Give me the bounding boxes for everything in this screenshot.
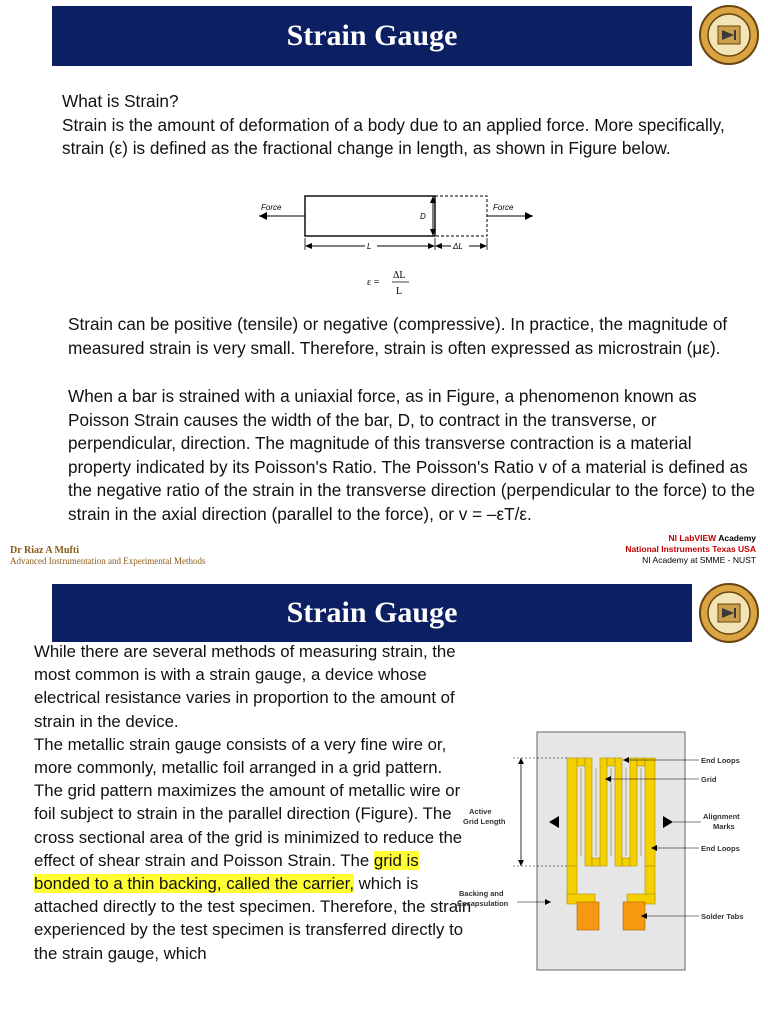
university-seal-icon xyxy=(698,4,760,66)
ni-nust-text: NI Academy at SMME - NUST xyxy=(642,555,756,565)
label-alignment-1: Alignment xyxy=(703,812,740,821)
academy-text: Academy xyxy=(716,533,756,543)
footer-academy xyxy=(625,533,756,566)
course-name: Advanced Instrumentation and Experimental Methods xyxy=(10,556,206,566)
author-name: Dr Riaz A Mufti xyxy=(10,545,79,556)
footer-author xyxy=(10,545,205,566)
university-seal-icon xyxy=(698,582,760,644)
bar-shape xyxy=(305,196,435,236)
question-heading: What is Strain? xyxy=(62,91,179,111)
label-end-loops-bottom: End Loops xyxy=(701,844,740,853)
slide-title: Strain Gauge xyxy=(52,6,692,66)
delta-l-label: ΔL xyxy=(453,242,463,251)
strain-definition: Strain is the amount of deformation of a body due to an applied force. More specifically, strain (ε) is defined as the fractional change in length, as shown in Figure below. xyxy=(62,114,725,158)
label-end-loops-top: End Loops xyxy=(701,756,740,765)
l-label: L xyxy=(367,242,372,251)
poisson-paragraph: When a bar is strained with a uniaxial force, as in Figure, a phenomenon known as Poisson Strain causes the width of the bar, D, to contract in the transverse, or perpendicular, direction. The magnitude of this transverse contraction is a material property indicated by its Poisson's Ratio. The Poisson's Ratio v of a material is defined as the negative ratio of the strain in the transverse direction (perpendicular to the force) to the strain in the axial direction (parallel to the force), or v = –εT/ε. xyxy=(68,386,755,524)
body-text-1: While there are several methods of measuring strain, the most common is with a strain gauge, a device whose electrical resistance varies in proportion to the amount of strain in the device. The metallic strain gauge consists of a very fine wire or, more commonly, metallic foil arranged in a grid pattern. The grid pattern maximizes the amount of metallic wire or foil subject to strain in the parallel direction (Figure). The cross sectional area of the grid is minimized to reduce the effect of shear strain and Poisson Strain. The xyxy=(34,642,463,870)
body-text-2: which is attached directly to the test specimen. Therefore, the strain experienced by the test specimen is transferred directly to the strain gauge, which xyxy=(34,874,472,963)
label-backing-1: Backing and xyxy=(459,889,504,898)
bar-extension xyxy=(435,196,487,236)
academy-line xyxy=(625,533,756,544)
label-solder-tabs: Solder Tabs xyxy=(701,912,744,921)
force-right-label: Force xyxy=(493,203,514,212)
labview-text: NI LabVIEW xyxy=(668,533,717,543)
slide-2 xyxy=(0,578,768,1024)
label-grid: Grid xyxy=(701,775,717,784)
strain-gauge-diagram xyxy=(455,724,767,974)
slide-title: Strain Gauge xyxy=(52,584,692,642)
eq-numerator: ΔL xyxy=(393,270,406,281)
label-active-grid-length-1: Active xyxy=(469,807,492,816)
highlighted-text: grid is bonded to a thin backing, called the carrier, xyxy=(34,850,419,894)
intro-text xyxy=(62,90,752,161)
d-label: D xyxy=(420,212,426,221)
solder-tab-left xyxy=(577,902,599,930)
force-left-label: Force xyxy=(261,203,282,212)
label-backing-2: Encapsulation xyxy=(457,899,509,908)
eq-denominator: L xyxy=(396,286,403,297)
strain-gauge-text xyxy=(34,640,474,965)
label-active-grid-length-2: Grid Length xyxy=(463,817,506,826)
strain-bar-figure xyxy=(255,188,535,303)
ni-texas-text: National Instruments Texas USA xyxy=(625,544,756,554)
label-alignment-2: Marks xyxy=(713,822,735,831)
microstrain-paragraph: Strain can be positive (tensile) or negative (compressive). In practice, the magnitude of measured strain is very small. Therefore, strain is often expressed as microstrain (με). xyxy=(68,314,728,358)
eq-lhs: ε = xyxy=(367,277,380,288)
